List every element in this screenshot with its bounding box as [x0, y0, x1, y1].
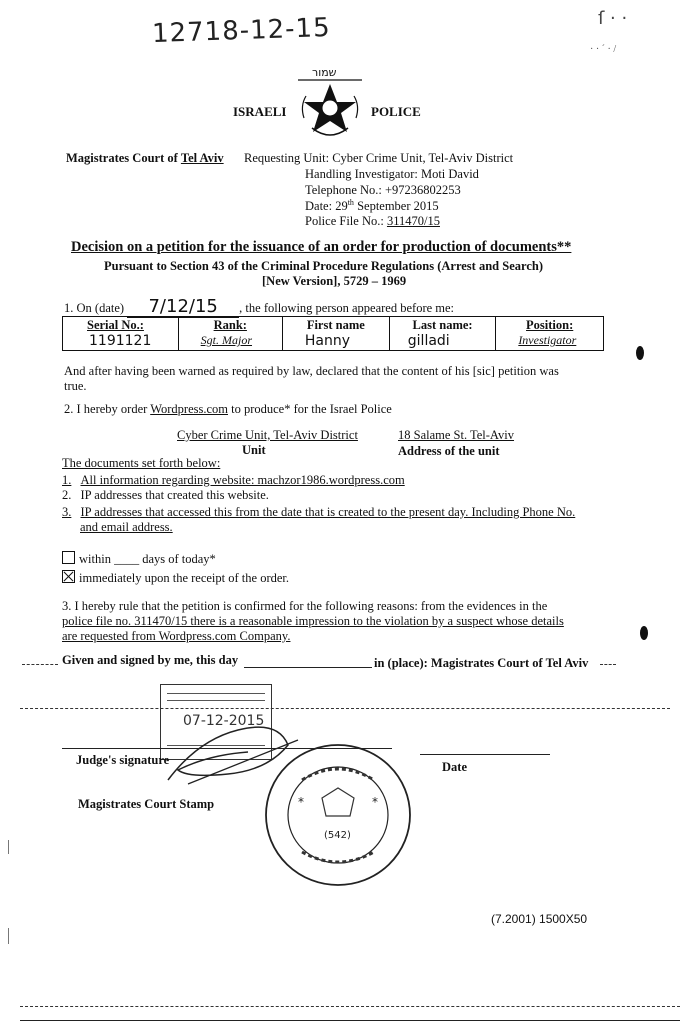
separator-line-1 — [20, 708, 670, 709]
rank-value: Sgt. Major — [200, 333, 253, 347]
judge-signature-label: Judge's signature — [76, 753, 170, 767]
immediately-checkbox[interactable] — [62, 570, 75, 583]
left-margin-mark-2 — [8, 928, 9, 944]
handwritten-case-number: 12718-12-15 — [151, 12, 332, 50]
round-stamp-number: (542) — [324, 830, 351, 841]
document-item-4: and email address. — [80, 520, 173, 534]
bottom-line-2 — [20, 1020, 680, 1021]
item1-date-handwritten: 7/12/15 — [127, 296, 239, 318]
handling-investigator: Handling Investigator: Moti David — [305, 167, 479, 181]
warning-text-1: And after having been warned as required by law, declared that the content of his [sic] petition was — [64, 364, 559, 378]
logo-hebrew-text: שמור — [312, 66, 337, 79]
item3-line3: are requested from Wordpress.com Company. — [62, 629, 291, 643]
request-date — [305, 198, 439, 214]
document-num-3: 3. — [62, 505, 72, 519]
version-line: [New Version], 5729 – 1969 — [262, 274, 407, 288]
person-table — [62, 316, 604, 351]
date-footer-line — [420, 754, 550, 755]
option-within — [62, 551, 216, 567]
left-margin-mark-1 — [8, 840, 9, 854]
court-city: Tel Aviv — [180, 151, 224, 165]
item3-line2: police file no. 311470/15 there is a reasonable impression to the violation by a suspect whose details — [62, 614, 564, 628]
document-num-2: 2. — [62, 488, 72, 502]
item2-suffix: to produce* for the Israel Police — [228, 402, 392, 416]
item2-line — [64, 402, 392, 417]
hole-punch-dot-2 — [640, 626, 648, 640]
serial-cell — [63, 317, 179, 351]
court-stamp-label: Magistrates Court Stamp — [78, 797, 215, 811]
document-num-1: 1. — [62, 473, 72, 487]
in-place: in (place): Magistrates Court of Tel Aviv — [374, 656, 589, 670]
warning-text-2: true. — [64, 379, 87, 393]
form-code: (7.2001) 1500X50 — [491, 912, 588, 926]
unit-address: 18 Salame St. Tel-Aviv — [398, 428, 515, 442]
position-header: Position: — [526, 318, 574, 332]
svg-text:*: * — [372, 795, 378, 809]
given-left-dash — [22, 664, 58, 665]
corner-marks: ſ · · — [598, 8, 628, 29]
option-within-text: within ____ days of today* — [79, 552, 216, 566]
court-prefix: Magistrates Court of — [66, 151, 178, 165]
last-name-cell — [389, 317, 496, 351]
court-line — [66, 151, 224, 166]
table-row — [63, 317, 604, 351]
police-file — [305, 214, 440, 229]
document-item-2 — [62, 488, 269, 503]
given-signed-blank — [244, 667, 372, 668]
last-name-header: Last name: — [412, 318, 473, 332]
serial-header: Serial No.: — [87, 318, 144, 332]
requesting-unit: Requesting Unit: Cyber Crime Unit, Tel-Aviv District — [244, 151, 514, 165]
item2-company: Wordpress.com — [150, 402, 228, 416]
telephone: Telephone No.: +97236802253 — [305, 183, 461, 197]
item1-suffix: , the following person appeared before me: — [239, 301, 455, 315]
document-text-2: IP addresses that created this website. — [80, 488, 269, 502]
first-name-header: First name — [306, 318, 365, 332]
document-text-3: IP addresses that accessed this from the date that is created to the present day. Including Phone No. — [80, 505, 576, 519]
serial-value: 1191121 — [89, 333, 152, 349]
hole-punch-dot-1 — [636, 346, 644, 360]
stamp-date: 07-12-2015 — [183, 713, 265, 729]
last-name-value: gilladi — [407, 333, 450, 349]
police-file-label: Police File No.: — [305, 214, 384, 228]
police-file-value: 311470/15 — [386, 214, 440, 228]
svg-text:*: * — [298, 795, 304, 809]
document-text-1: All information regarding website: machzor1986.wordpress.com — [80, 473, 405, 487]
document-item-1 — [62, 473, 405, 488]
item1-line — [64, 296, 454, 318]
given-signed: Given and signed by me, this day — [62, 653, 239, 667]
first-name-value: Hanny — [304, 333, 350, 349]
option-immediately-text: immediately upon the receipt of the order. — [79, 571, 289, 585]
unit-label: Unit — [242, 443, 266, 457]
logo-left-text: ISRAELI — [233, 104, 287, 119]
corner-specks: · · ´ · / — [590, 44, 617, 55]
first-name-cell — [282, 317, 389, 351]
within-checkbox[interactable] — [62, 551, 75, 564]
decision-title: Decision on a petition for the issuance of an order for production of documents** — [71, 239, 572, 255]
position-cell — [496, 317, 604, 351]
pursuant-line: Pursuant to Section 43 of the Criminal Procedure Regulations (Arrest and Search) — [104, 259, 543, 273]
round-court-stamp — [262, 740, 414, 890]
item2-prefix: 2. I hereby order — [64, 402, 148, 416]
option-immediately — [62, 570, 289, 586]
rank-cell — [178, 317, 282, 351]
documents-label: The documents set forth below: — [62, 456, 221, 470]
unit-name: Cyber Crime Unit, Tel-Aviv District — [177, 428, 358, 442]
date-footer-label: Date — [442, 760, 467, 774]
rank-header: Rank: — [213, 318, 247, 332]
date-sup: th — [347, 198, 354, 207]
item3-line1: 3. I hereby rule that the petition is confirmed for the following reasons: from the evidences in the — [62, 599, 548, 613]
item1-prefix: 1. On (date) — [64, 301, 125, 315]
date-rest: September 2015 — [353, 199, 439, 214]
bottom-line-1 — [20, 1006, 680, 1007]
address-label: Address of the unit — [398, 444, 500, 458]
date-label: Date: 29 — [305, 199, 348, 214]
position-value: Investigator — [518, 333, 577, 347]
document-item-3 — [62, 505, 575, 520]
given-right-dash — [600, 664, 616, 665]
logo-right-text: POLICE — [371, 104, 421, 119]
